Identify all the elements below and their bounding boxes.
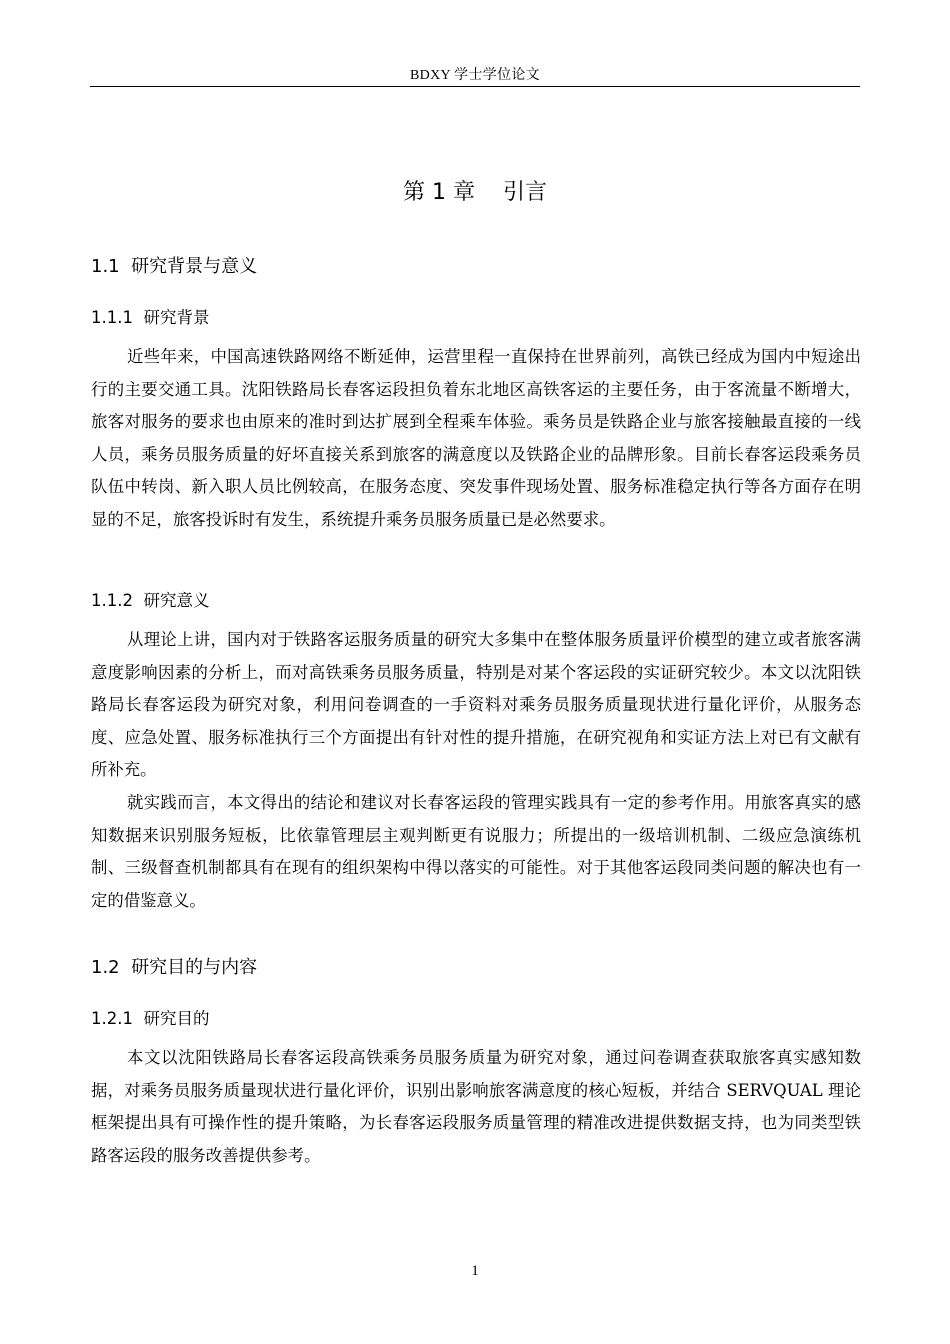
running-header: BDXY 学士学位论文 — [410, 68, 540, 83]
page-number: 1 — [471, 1263, 479, 1279]
section-heading-1-1: 1.1 研究背景与意义 — [91, 256, 258, 277]
subsection-heading-1-1-1: 1.1.1 研究背景 — [91, 308, 210, 327]
paragraph-research-significance-theory: 从理论上讲，国内对于铁路客运服务质量的研究大多集中在整体服务质量评价模型的建立或者旅客满意度影响因素的分析上，而对高铁乘务员服务质量，特别是对某个客运段的实证研究较少。本文以沈阳铁路局长春客运段为研究对象，利用问卷调查的一手资料对乘务员服务质量现状进行量化评价，从服务态度、应急处置、服务标准执行三个方面提出有针对性的提升措施，在研究视角和实证方法上对已有文献有所补充。 — [91, 630, 861, 779]
chapter-title: 第 1 章 引言 — [403, 180, 547, 205]
paragraph-research-significance-practice: 就实践而言，本文得出的结论和建议对长春客运段的管理实践具有一定的参考作用。用旅客真实的感知数据来识别服务短板，比依靠管理层主观判断更有说服力；所提出的一级培训机制、二级应急演练机制、三级督查机制都具有在现有的组织架构中得以落实的可能性。对于其他客运段同类问题的解决也有一定的借鉴意义。 — [91, 793, 861, 910]
paragraph-research-background: 近些年来，中国高速铁路网络不断延伸，运营里程一直保持在世界前列，高铁已经成为国内中短途出行的主要交通工具。沈阳铁路局长春客运段担负着东北地区高铁客运的主要任务，由于客流量不断增大，旅客对服务的要求也由原来的准时到达扩展到全程乘车体验。乘务员是铁路企业与旅客接触最直接的一线人员，乘务员服务质量的好坏直接关系到旅客的满意度以及铁路企业的品牌形象。目前长春客运段乘务员队伍中转岗、新入职人员比例较高，在服务态度、突发事件现场处置、服务标准稳定执行等各方面存在明显的不足，旅客投诉时有发生，系统提升乘务员服务质量已是必然要求。 — [91, 347, 861, 529]
section-heading-1-2: 1.2 研究目的与内容 — [91, 957, 258, 978]
subsection-heading-1-1-2: 1.1.2 研究意义 — [91, 591, 210, 610]
header-rule — [90, 86, 860, 87]
paragraph-research-purpose: 本文以沈阳铁路局长春客运段高铁乘务员服务质量为研究对象，通过问卷调查获取旅客真实感知数据，对乘务员服务质量现状进行量化评价，识别出影响旅客满意度的核心短板，并结合 SERVQUAL 理论框架提出具有可操作性的提升策略，为长春客运段服务质量管理的精准改进提供数据支持，也为同类型铁路客运段的服务改善提供参考。 — [91, 1048, 861, 1165]
subsection-heading-1-2-1: 1.2.1 研究目的 — [91, 1009, 210, 1028]
